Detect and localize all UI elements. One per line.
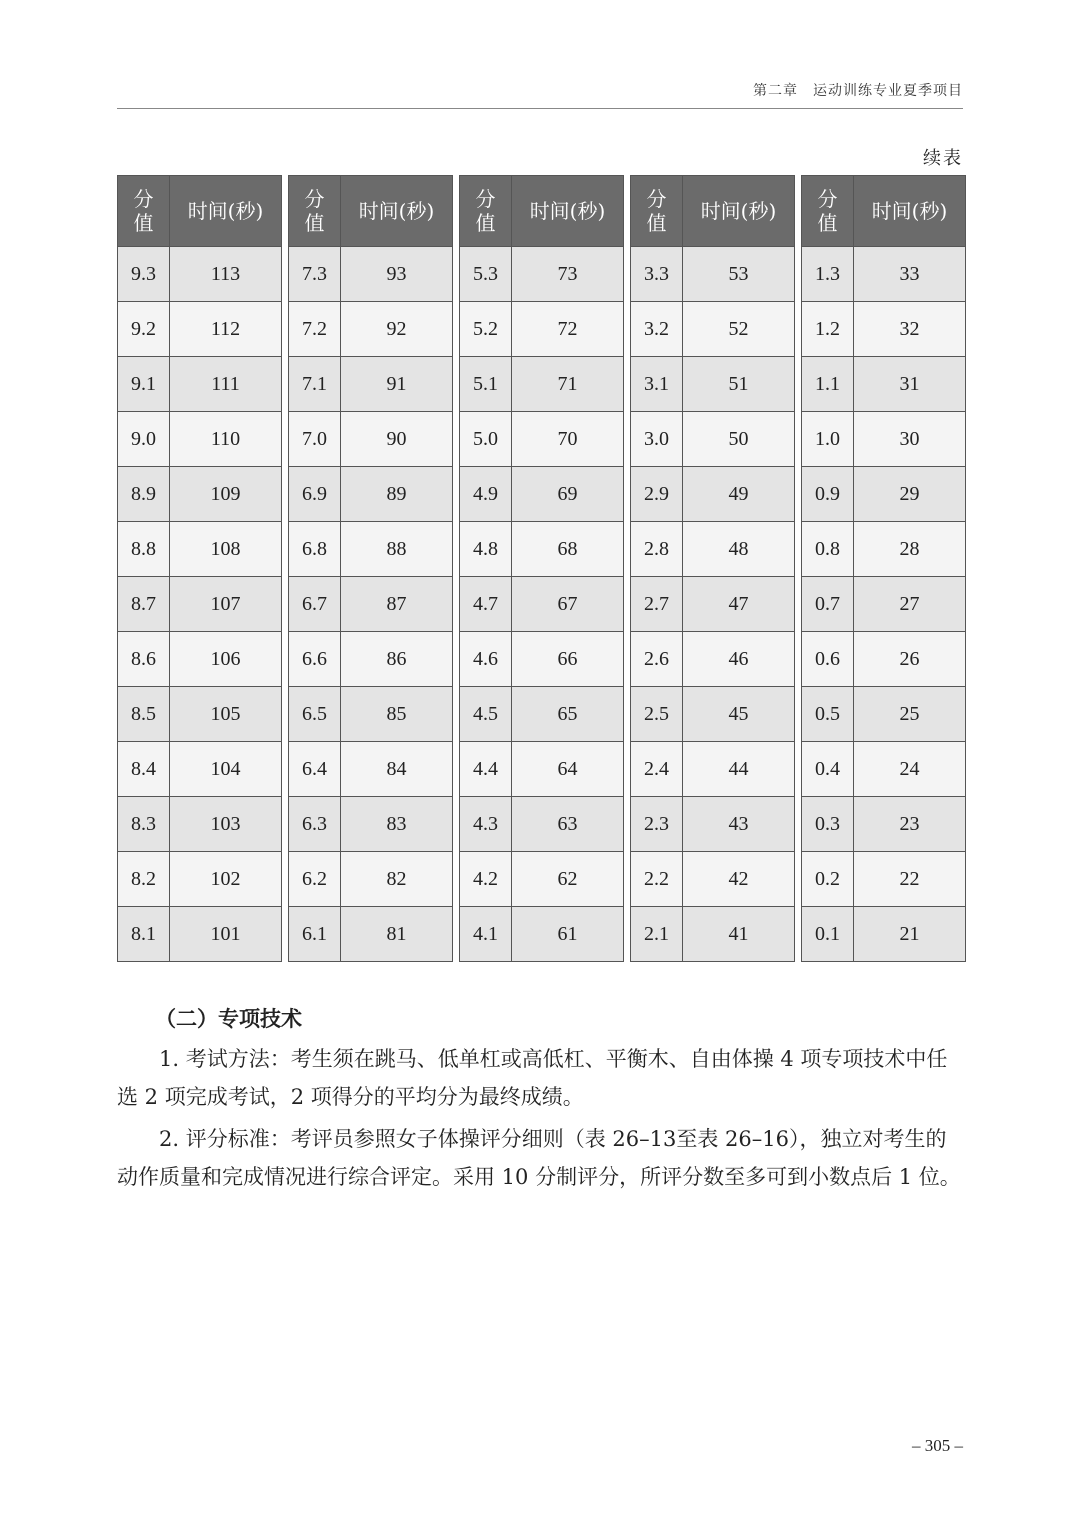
paragraph-scoring-standard: 2. 评分标准：考评员参照女子体操评分细则（表 26–13至表 26–16），独立对考生的动作质量和完成情况进行综合评定。采用 10 分制评分，所评分数至多可到小数点后 1 位。 [117,1127,961,1189]
time-cell: 44 [683,742,795,797]
table-row [460,797,624,852]
score-cell: 7.0 [289,412,341,467]
table-row [631,247,795,302]
time-cell: 106 [170,632,282,687]
section-title: （二）专项技术 [155,1006,302,1031]
score-table [801,175,966,962]
table-row [289,852,453,907]
table-row [118,302,282,357]
table-row [631,852,795,907]
score-cell: 0.8 [802,522,854,577]
table-row [289,522,453,577]
table-row [802,632,966,687]
score-cell: 4.3 [460,797,512,852]
score-cell: 6.7 [289,577,341,632]
paragraph-exam-method: 1. 考试方法：考生须在跳马、低单杠或高低杠、平衡木、自由体操 4 项专项技术中任选 2 项完成考试，2 项得分的平均分为最终成绩。 [117,1047,948,1109]
score-cell: 0.1 [802,907,854,962]
time-cell: 43 [683,797,795,852]
time-cell: 89 [341,467,453,522]
table-row [118,412,282,467]
score-cell: 7.1 [289,357,341,412]
header-score: 分 值 [118,176,170,247]
score-cell: 9.3 [118,247,170,302]
score-cell: 7.2 [289,302,341,357]
score-cell: 9.2 [118,302,170,357]
score-cell: 2.2 [631,852,683,907]
score-cell: 6.1 [289,907,341,962]
score-cell: 6.3 [289,797,341,852]
time-cell: 22 [854,852,966,907]
time-cell: 113 [170,247,282,302]
time-cell: 110 [170,412,282,467]
time-cell: 112 [170,302,282,357]
table-row [631,907,795,962]
score-cell: 8.7 [118,577,170,632]
table-row [289,577,453,632]
time-cell: 70 [512,412,624,467]
time-cell: 30 [854,412,966,467]
time-cell: 32 [854,302,966,357]
table-row [118,687,282,742]
score-cell: 0.9 [802,467,854,522]
score-cell: 2.3 [631,797,683,852]
time-cell: 87 [341,577,453,632]
table-row [289,907,453,962]
table-row [118,632,282,687]
score-cell: 3.1 [631,357,683,412]
score-cell: 6.8 [289,522,341,577]
header-score: 分 值 [289,176,341,247]
table-row [802,852,966,907]
time-cell: 73 [512,247,624,302]
score-table [459,175,624,962]
time-cell: 45 [683,687,795,742]
time-cell: 101 [170,907,282,962]
time-cell: 21 [854,907,966,962]
score-cell: 2.9 [631,467,683,522]
time-cell: 52 [683,302,795,357]
time-cell: 84 [341,742,453,797]
table-row [460,247,624,302]
table-row [460,522,624,577]
score-cell: 8.6 [118,632,170,687]
time-cell: 92 [341,302,453,357]
table-row [631,687,795,742]
time-cell: 81 [341,907,453,962]
score-cell: 8.9 [118,467,170,522]
time-cell: 108 [170,522,282,577]
time-cell: 51 [683,357,795,412]
score-table [117,175,282,962]
table-row [631,522,795,577]
time-cell: 88 [341,522,453,577]
score-cell: 0.5 [802,687,854,742]
time-cell: 90 [341,412,453,467]
table-row [802,742,966,797]
time-cell: 91 [341,357,453,412]
table-row [631,577,795,632]
time-cell: 33 [854,247,966,302]
table-row [460,467,624,522]
table-row [118,522,282,577]
score-cell: 8.1 [118,907,170,962]
header-time: 时间(秒) [683,176,795,247]
time-cell: 86 [341,632,453,687]
time-cell: 83 [341,797,453,852]
table-row [460,302,624,357]
table-row [118,797,282,852]
table-row [460,357,624,412]
score-cell: 4.6 [460,632,512,687]
score-cell: 2.1 [631,907,683,962]
score-cell: 8.8 [118,522,170,577]
score-cell: 7.3 [289,247,341,302]
time-cell: 72 [512,302,624,357]
score-cell: 2.8 [631,522,683,577]
continued-table-label: 续表 [923,148,963,169]
score-cell: 0.2 [802,852,854,907]
table-row [118,357,282,412]
header-rule [117,108,963,109]
time-cell: 27 [854,577,966,632]
table-row [460,687,624,742]
score-cell: 3.3 [631,247,683,302]
time-cell: 102 [170,852,282,907]
time-cell: 82 [341,852,453,907]
table-row [118,247,282,302]
header-time: 时间(秒) [170,176,282,247]
time-cell: 93 [341,247,453,302]
score-cell: 4.8 [460,522,512,577]
score-cell: 4.1 [460,907,512,962]
table-row [802,907,966,962]
score-cell: 6.9 [289,467,341,522]
table-row [289,302,453,357]
score-cell: 9.1 [118,357,170,412]
table-row [289,412,453,467]
running-header: 第二章 运动训练专业夏季项目 [753,83,963,99]
time-cell: 48 [683,522,795,577]
time-cell: 103 [170,797,282,852]
table-row [289,247,453,302]
score-cell: 4.4 [460,742,512,797]
table-row [631,797,795,852]
score-tables [117,175,966,962]
score-cell: 6.6 [289,632,341,687]
table-row [460,577,624,632]
score-cell: 1.2 [802,302,854,357]
table-row [460,852,624,907]
table-row [631,302,795,357]
table-row [118,852,282,907]
time-cell: 24 [854,742,966,797]
time-cell: 46 [683,632,795,687]
table-row [802,577,966,632]
score-cell: 8.5 [118,687,170,742]
table-row [460,907,624,962]
score-cell: 4.5 [460,687,512,742]
time-cell: 26 [854,632,966,687]
score-cell: 2.4 [631,742,683,797]
score-cell: 1.0 [802,412,854,467]
time-cell: 63 [512,797,624,852]
time-cell: 62 [512,852,624,907]
header-score: 分 值 [802,176,854,247]
score-cell: 1.3 [802,247,854,302]
table-row [289,357,453,412]
time-cell: 61 [512,907,624,962]
table-row [802,687,966,742]
time-cell: 85 [341,687,453,742]
table-row [118,577,282,632]
score-cell: 5.2 [460,302,512,357]
score-cell: 4.2 [460,852,512,907]
score-cell: 2.7 [631,577,683,632]
table-row [631,357,795,412]
score-cell: 0.7 [802,577,854,632]
header-score: 分 值 [631,176,683,247]
table-row [289,467,453,522]
table-row [289,797,453,852]
score-cell: 5.1 [460,357,512,412]
table-row [460,412,624,467]
time-cell: 69 [512,467,624,522]
score-cell: 9.0 [118,412,170,467]
table-row [631,632,795,687]
score-table [630,175,795,962]
score-cell: 8.2 [118,852,170,907]
time-cell: 29 [854,467,966,522]
table-row [802,357,966,412]
score-cell: 1.1 [802,357,854,412]
score-cell: 4.9 [460,467,512,522]
score-cell: 8.4 [118,742,170,797]
score-cell: 6.4 [289,742,341,797]
score-cell: 5.0 [460,412,512,467]
score-cell: 3.0 [631,412,683,467]
score-cell: 6.2 [289,852,341,907]
table-row [289,742,453,797]
time-cell: 28 [854,522,966,577]
time-cell: 67 [512,577,624,632]
time-cell: 111 [170,357,282,412]
time-cell: 105 [170,687,282,742]
table-row [631,742,795,797]
time-cell: 66 [512,632,624,687]
time-cell: 64 [512,742,624,797]
header-time: 时间(秒) [512,176,624,247]
table-row [289,687,453,742]
time-cell: 53 [683,247,795,302]
score-cell: 2.6 [631,632,683,687]
score-cell: 4.7 [460,577,512,632]
page-number: – 305 – [912,1436,963,1455]
table-row [460,632,624,687]
score-cell: 6.5 [289,687,341,742]
table-row [631,412,795,467]
table-row [802,247,966,302]
time-cell: 109 [170,467,282,522]
time-cell: 68 [512,522,624,577]
score-cell: 3.2 [631,302,683,357]
score-cell: 0.4 [802,742,854,797]
score-cell: 0.3 [802,797,854,852]
time-cell: 31 [854,357,966,412]
time-cell: 71 [512,357,624,412]
time-cell: 25 [854,687,966,742]
table-row [802,797,966,852]
table-row [802,412,966,467]
time-cell: 41 [683,907,795,962]
time-cell: 104 [170,742,282,797]
score-cell: 5.3 [460,247,512,302]
header-time: 时间(秒) [854,176,966,247]
score-cell: 8.3 [118,797,170,852]
header-time: 时间(秒) [341,176,453,247]
table-row [631,467,795,522]
table-row [802,302,966,357]
table-row [118,467,282,522]
time-cell: 47 [683,577,795,632]
score-cell: 2.5 [631,687,683,742]
table-row [118,907,282,962]
table-row [289,632,453,687]
score-cell: 0.6 [802,632,854,687]
time-cell: 50 [683,412,795,467]
table-row [802,467,966,522]
table-row [460,742,624,797]
time-cell: 49 [683,467,795,522]
header-score: 分 值 [460,176,512,247]
time-cell: 42 [683,852,795,907]
score-table [288,175,453,962]
time-cell: 107 [170,577,282,632]
table-row [802,522,966,577]
table-row [118,742,282,797]
time-cell: 65 [512,687,624,742]
time-cell: 23 [854,797,966,852]
